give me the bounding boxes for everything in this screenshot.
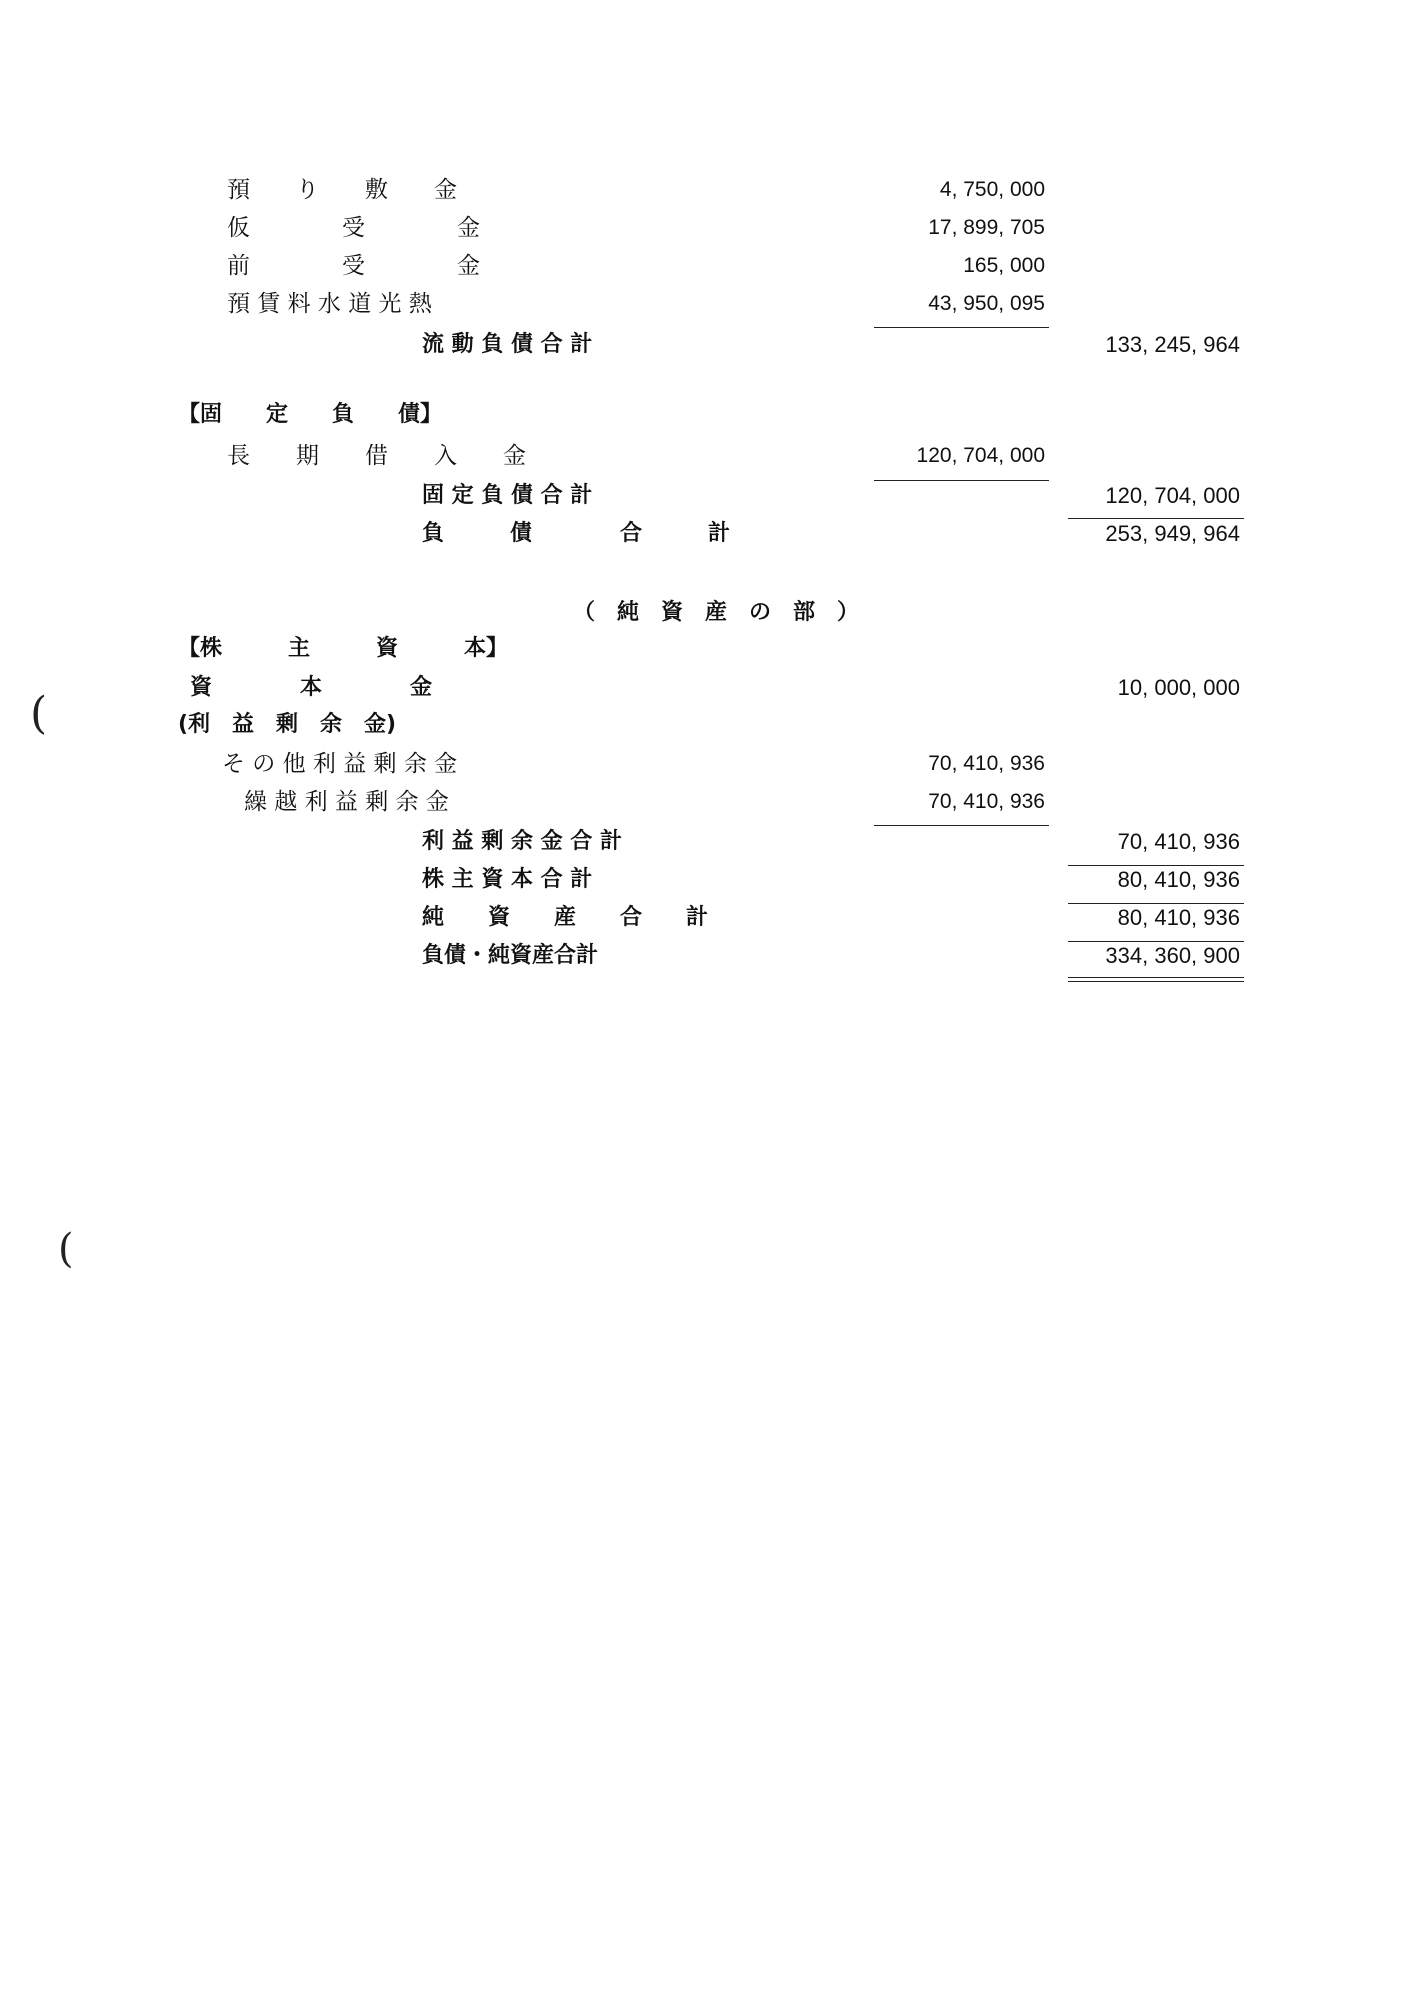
table-row	[0, 285, 1414, 323]
table-row	[0, 515, 1414, 553]
table-row	[0, 823, 1414, 861]
retained-earnings-total-label: 利 益 剰 余 金 合 計	[422, 829, 622, 854]
item-amount-other-retained-earnings: 70, 410, 936	[928, 752, 1045, 775]
liabilities-total-label: 負 債 合 計	[422, 521, 731, 546]
item-label-carried-forward-earnings: 繰 越 利 益 剰 余 金	[244, 789, 449, 815]
current-liabilities-total: 133, 245, 964	[1105, 332, 1240, 357]
table-row	[0, 669, 1414, 707]
table-row	[0, 477, 1414, 515]
capital-stock-label: 資 本 金	[190, 675, 433, 700]
table-row	[0, 396, 1414, 434]
grand-total: 334, 360, 900	[1105, 943, 1240, 968]
margin-mark: (	[30, 688, 48, 739]
table-row	[0, 171, 1414, 209]
net-assets-total-label: 純 資 産 合 計	[422, 905, 709, 930]
item-label-deposits-received: 預 り 敷 金	[227, 177, 457, 203]
section-title-row	[0, 594, 1414, 632]
table-row	[0, 247, 1414, 285]
item-amount-advances-received: 165, 000	[963, 254, 1045, 277]
grand-total-label: 負債・純資産合計	[422, 943, 599, 968]
table-row	[0, 937, 1414, 975]
retained-earnings-header: (利 益 剰 余 金)	[178, 712, 397, 737]
item-label-other-retained-earnings: そ の 他 利 益 剰 余 金	[222, 751, 458, 777]
table-row	[0, 861, 1414, 899]
item-label-utilities-deposit: 預 賃 料 水 道 光 熱	[227, 291, 432, 317]
table-row	[0, 745, 1414, 783]
retained-earnings-total: 70, 410, 936	[1117, 829, 1240, 854]
net-assets-total: 80, 410, 936	[1117, 905, 1240, 930]
capital-stock-amount: 10, 000, 000	[1117, 675, 1240, 700]
item-amount-long-term-loans: 120, 704, 000	[916, 444, 1045, 467]
double-total-rule	[1068, 977, 1244, 978]
net-assets-section-title: （ 純 資 産 の 部 ）	[573, 600, 860, 625]
item-amount-carried-forward-earnings: 70, 410, 936	[928, 790, 1045, 813]
item-amount-suspense-received: 17, 899, 705	[928, 216, 1045, 239]
item-amount-utilities-deposit: 43, 950, 095	[928, 292, 1045, 315]
table-row	[0, 783, 1414, 821]
item-label-long-term-loans: 長 期 借 入 金	[227, 443, 526, 469]
fixed-liabilities-header: 【固 定 負 債】	[178, 402, 443, 427]
margin-mark: (	[58, 1226, 74, 1272]
liabilities-total: 253, 949, 964	[1105, 521, 1240, 546]
table-row	[0, 209, 1414, 247]
shareholders-equity-header: 【株 主 資 本】	[178, 636, 509, 661]
table-row	[0, 326, 1414, 364]
item-label-suspense-received: 仮 受 金	[227, 215, 480, 241]
fixed-liabilities-total: 120, 704, 000	[1105, 483, 1240, 508]
table-row	[0, 630, 1414, 668]
table-row	[0, 706, 1414, 744]
table-row	[0, 437, 1414, 475]
fixed-liabilities-total-label: 固 定 負 債 合 計	[422, 483, 593, 508]
item-label-advances-received: 前 受 金	[227, 253, 480, 279]
shareholders-equity-total-label: 株 主 資 本 合 計	[422, 867, 593, 892]
shareholders-equity-total: 80, 410, 936	[1117, 867, 1240, 892]
table-row	[0, 899, 1414, 937]
current-liabilities-total-label: 流 動 負 債 合 計	[422, 332, 593, 357]
item-amount-deposits-received: 4, 750, 000	[939, 178, 1045, 201]
